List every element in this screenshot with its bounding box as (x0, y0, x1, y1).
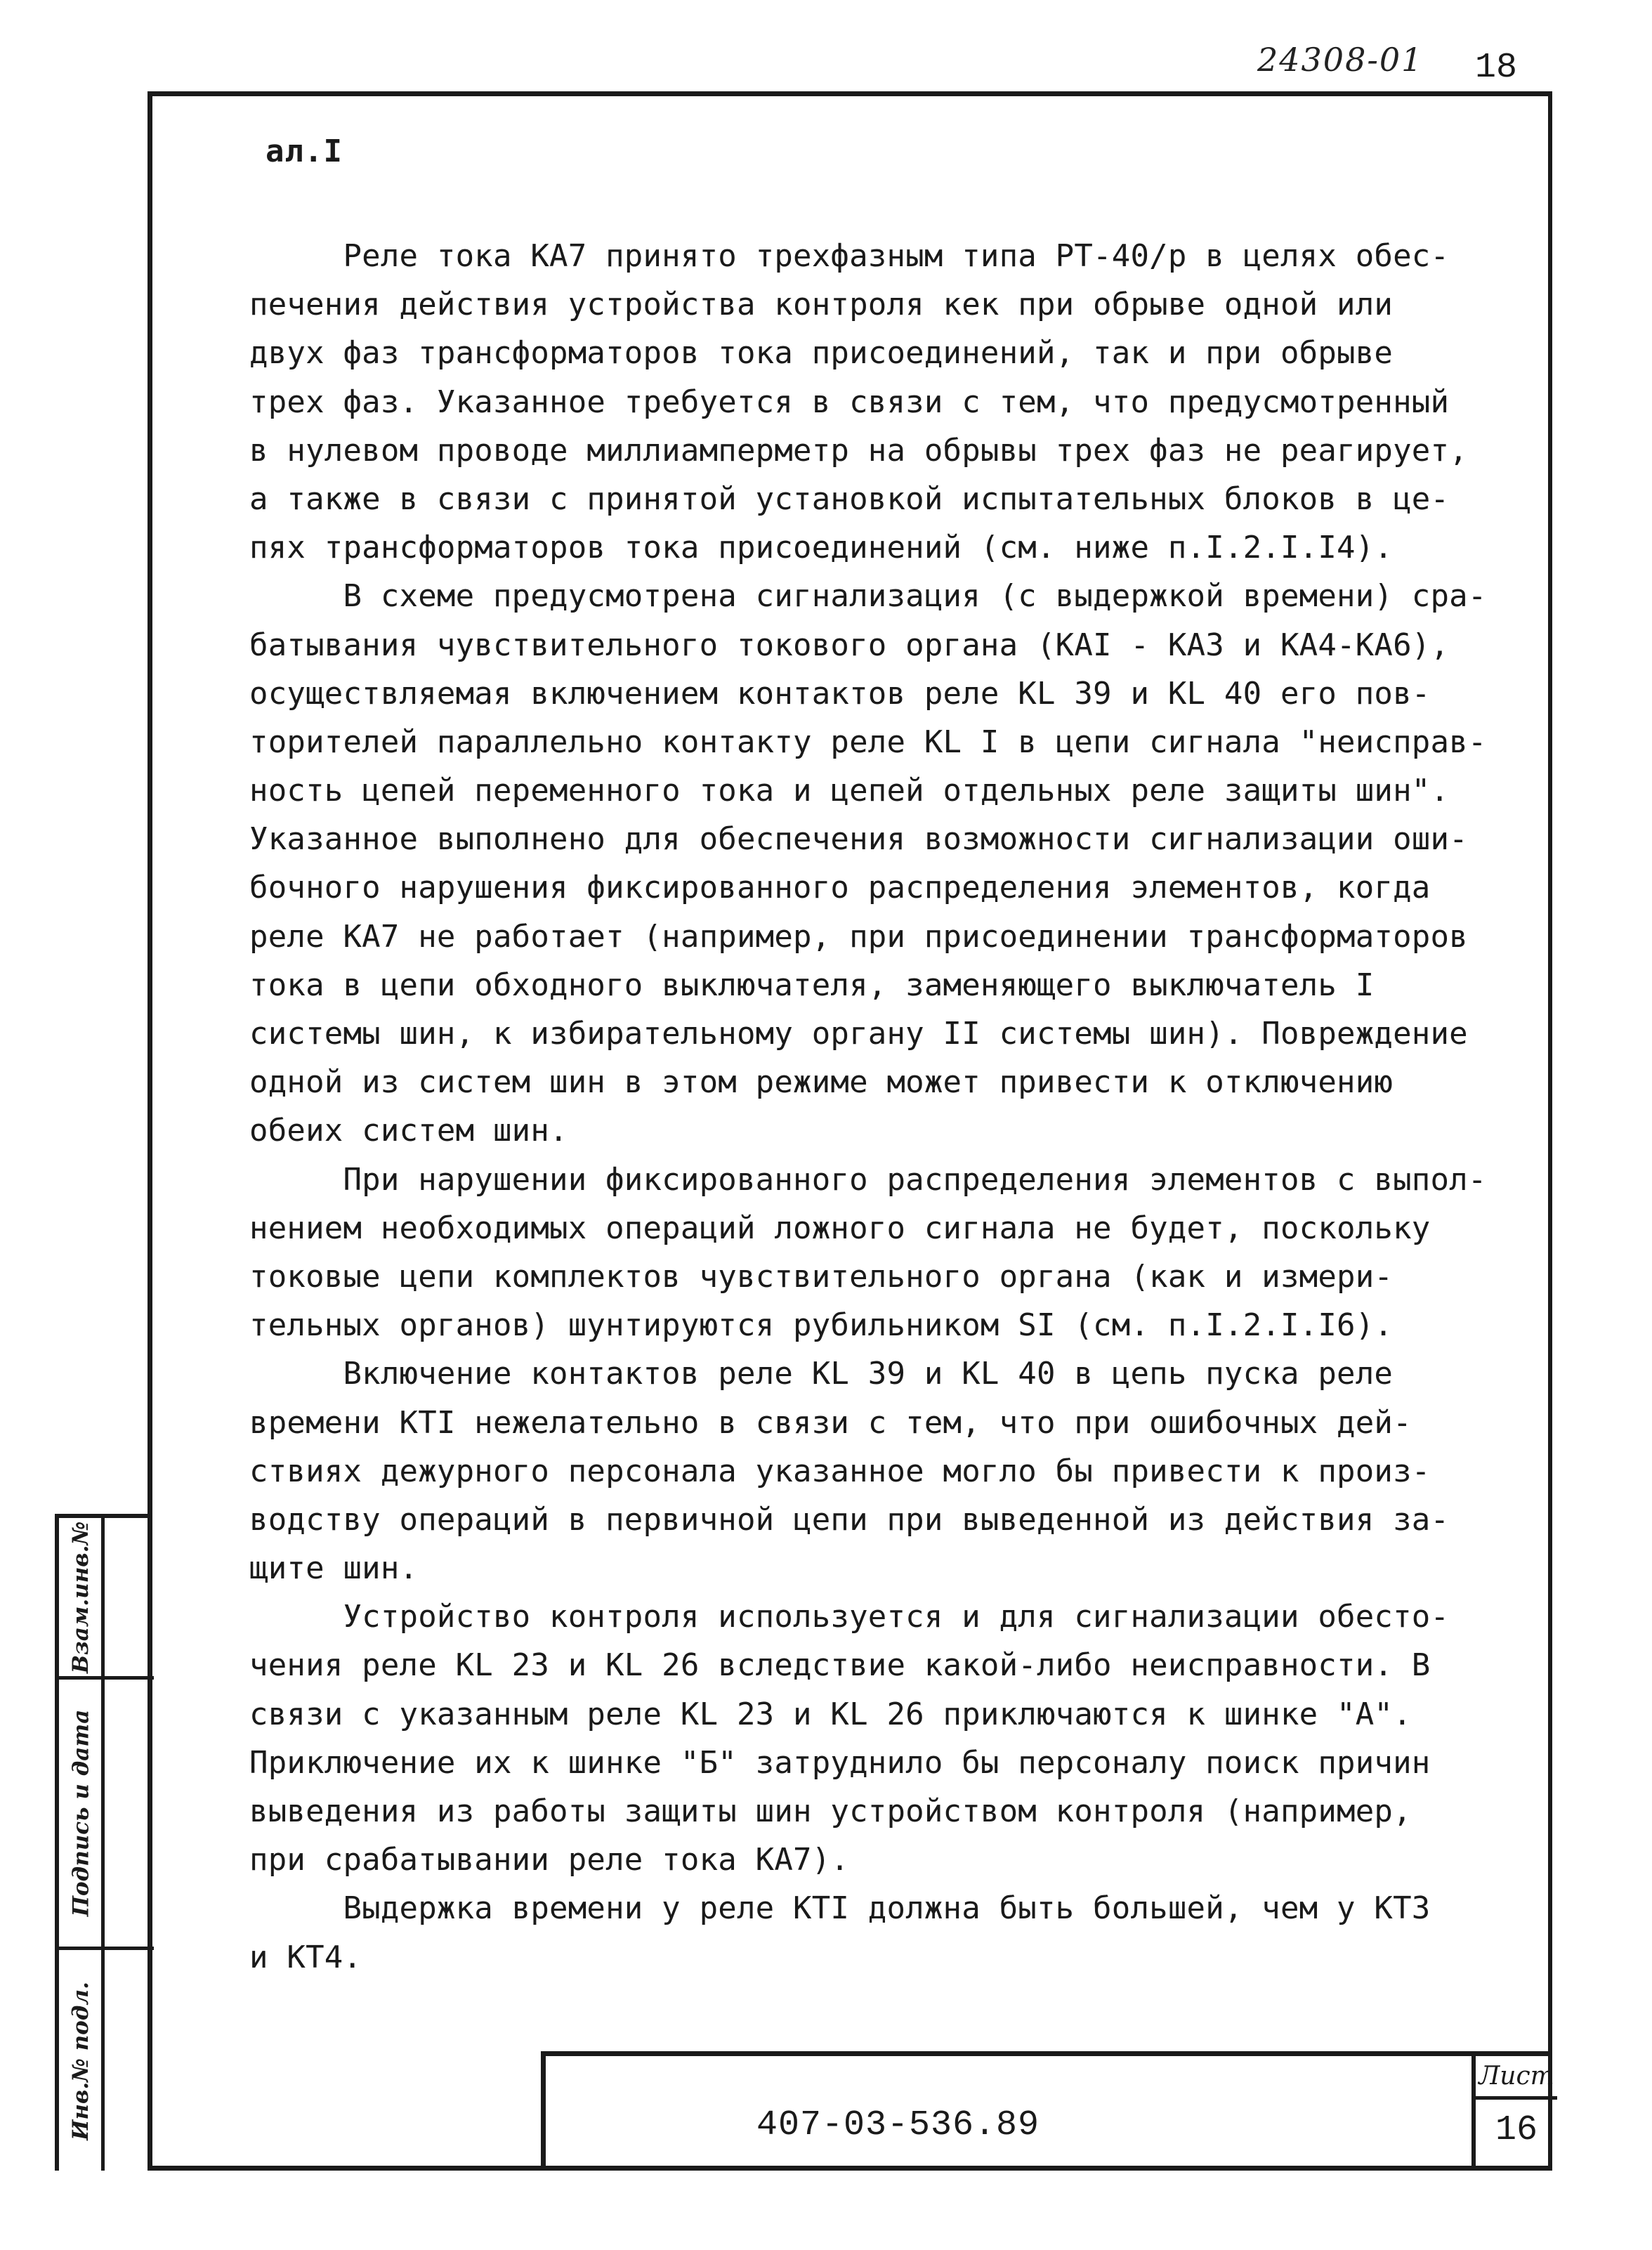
text-line: нением необходимых операций ложного сигнала не будет, поскольку (249, 1210, 1431, 1246)
text-line: Устройство контроля используется и для сигнализации обесто- (249, 1599, 1450, 1635)
text-line: осуществляемая включением контактов реле KL 39 и KL 40 его пов- (249, 675, 1431, 712)
text-line: тока в цепи обходного выключателя, заменяющего выключатель I (249, 967, 1375, 1003)
text-line: системы шин, к избирательному органу II системы шин). Повреждение (249, 1016, 1468, 1052)
text-line: Приключение их к шинке "Б" затруднило бы персоналу поиск причин (249, 1744, 1431, 1781)
sheet-cell (1471, 2056, 1557, 2171)
sidebar-divider (101, 1518, 105, 2171)
body-text (249, 232, 1549, 1982)
title-block (541, 2051, 1552, 2171)
text-line: ствиях дежурного персонала указанное могло бы привести к произ- (249, 1453, 1431, 1489)
text-line: обеих систем шин. (249, 1113, 568, 1149)
page-number-top: 18 (1475, 48, 1518, 88)
text-line: при срабатывании реле тока КА7). (249, 1842, 850, 1878)
sidebar-label-replacement-inv: Взам.инв.№ (68, 1521, 94, 1673)
text-line: Выдержка времени у реле КТI должна быть большей, чем у КТ3 (249, 1890, 1431, 1927)
text-line: времени КТI нежелательно в связи с тем, что при ошибочных дей- (249, 1404, 1412, 1441)
text-line: связи с указанным реле KL 23 и KL 26 приключаются к шинке "А". (249, 1696, 1412, 1732)
text-line: двух фаз трансформаторов тока присоединений, так и при обрыве (249, 335, 1394, 372)
text-line: Реле тока КА7 принято трехфазным типа РТ-40/р в целях обес- (249, 238, 1450, 274)
para-label: ал.I (266, 133, 343, 169)
handwritten-code: 24308-01 (1257, 41, 1424, 79)
text-line: одной из систем шин в этом режиме может привести к отключению (249, 1064, 1394, 1101)
text-line: ность цепей переменного тока и цепей отдельных реле защиты шин". (249, 773, 1450, 809)
text-line: а также в связи с принятой установкой испытательных блоков в це- (249, 480, 1450, 517)
text-line: Включение контактов реле KL 39 и KL 40 в цепь пуска реле (249, 1356, 1394, 1392)
text-line: батывания чувствительного токового органа (КАI - КА3 и КА4-КА6), (249, 627, 1450, 663)
text-line: В схеме предусмотрена сигнализация (с выдержкой времени) сра- (249, 578, 1487, 615)
sidebar-stamp (55, 1514, 150, 2171)
text-line: токовые цепи комплектов чувствительного органа (как и измери- (249, 1258, 1394, 1295)
text-line: чения реле KL 23 и KL 26 вследствие какой-либо неисправности. В (249, 1647, 1431, 1684)
text-line: выведения из работы защиты шин устройством контроля (например, (249, 1793, 1412, 1829)
text-line: пях трансформаторов тока присоединений (см. ниже п.I.2.I.I4). (249, 530, 1394, 566)
sheet-label: Лист (1476, 2056, 1557, 2100)
text-line: щите шин. (249, 1550, 419, 1587)
text-line: водству операций в первичной цепи при выведенной из действия за- (249, 1501, 1450, 1538)
document-number: 407-03-536.89 (756, 2105, 1040, 2145)
text-line: и КТ4. (249, 1939, 362, 1975)
text-line: торителей параллельно контакту реле KL I в цепи сигнала "неисправ- (249, 724, 1487, 760)
text-line: трех фаз. Указанное требуется в связи с тем, что предусмотренный (249, 384, 1450, 420)
sheet-number: 16 (1495, 2110, 1538, 2150)
text-line: печения действия устройства контроля кек при обрыве одной или (249, 287, 1394, 323)
text-line: реле КА7 не работает (например, при присоединении трансформаторов (249, 918, 1468, 955)
text-line: бочного нарушения фиксированного распределения элементов, когда (249, 870, 1431, 906)
text-line: При нарушении фиксированного распределения элементов с выпол- (249, 1161, 1487, 1198)
text-line: в нулевом проводе миллиамперметр на обрывы трех фаз не реагирует, (249, 432, 1468, 469)
text-line: Указанное выполнено для обеспечения возможности сигнализации оши- (249, 821, 1468, 858)
text-line: тельных органов) шунтируются рубильником SI (см. п.I.2.I.I6). (249, 1307, 1394, 1344)
sidebar-label-original-inv: Инв.№ подл. (68, 1981, 93, 2140)
sidebar-label-signature-date: Подпись и дата (68, 1709, 94, 1917)
